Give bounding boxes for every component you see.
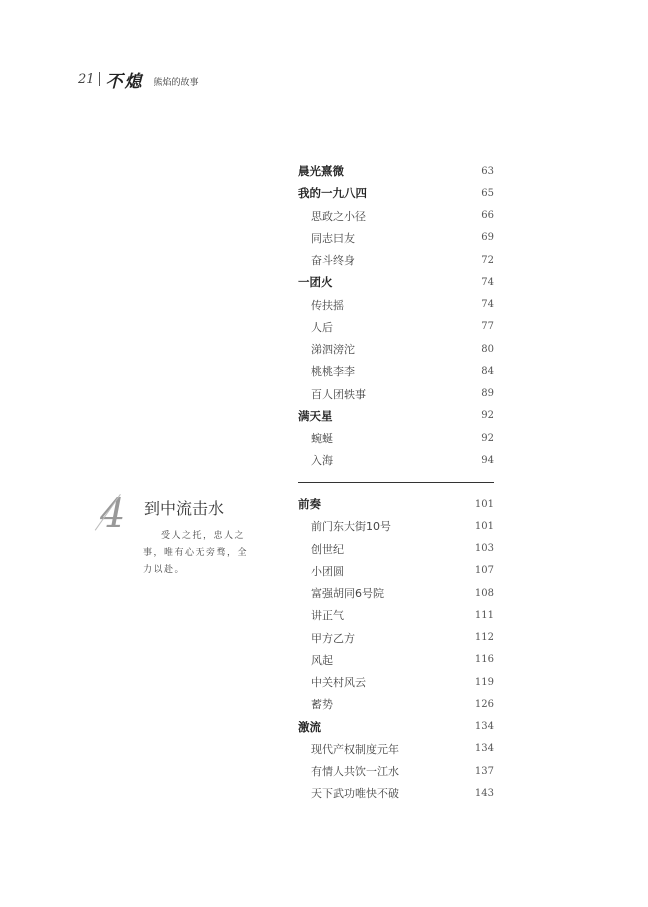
chapter-motto: 受人之托，忠人之事，唯有心无旁骛，全力以赴。 bbox=[143, 531, 249, 575]
toc-entry[interactable] bbox=[298, 316, 494, 338]
toc-entry[interactable] bbox=[298, 671, 494, 693]
toc-entry-label: 一团火 bbox=[298, 275, 333, 290]
running-header bbox=[78, 68, 199, 90]
toc-entry-page: 77 bbox=[481, 321, 494, 333]
toc-entry[interactable] bbox=[298, 427, 494, 449]
toc-entry-page: 92 bbox=[481, 432, 494, 444]
toc-entry-page: 137 bbox=[474, 765, 494, 777]
toc-entry-page: 69 bbox=[481, 232, 494, 244]
toc-entry[interactable] bbox=[298, 227, 494, 249]
book-title: 熊焰的故事 bbox=[153, 77, 199, 88]
toc-entry-label: 创世纪 bbox=[311, 542, 344, 556]
toc-entry-label: 前奏 bbox=[298, 497, 321, 512]
toc-entry-page: 74 bbox=[481, 276, 494, 288]
toc-entry-label: 蓄势 bbox=[311, 698, 333, 712]
toc-entry-label: 中关村风云 bbox=[311, 676, 366, 690]
toc-entry[interactable] bbox=[298, 249, 494, 271]
toc-entry-page: 119 bbox=[474, 676, 494, 688]
toc-entry-page: 108 bbox=[474, 587, 494, 599]
toc-entry-page: 66 bbox=[481, 210, 494, 222]
toc-entry-label: 蜿蜒 bbox=[311, 432, 333, 446]
toc-entry-label: 富强胡同6号院 bbox=[311, 587, 384, 601]
page-number: 21 bbox=[78, 71, 95, 87]
toc-entry-page: 134 bbox=[474, 721, 494, 733]
toc-entry[interactable] bbox=[298, 627, 494, 649]
toc-entry[interactable] bbox=[298, 649, 494, 671]
toc-entry-page: 111 bbox=[474, 609, 494, 621]
toc-entry-label: 思政之小径 bbox=[311, 209, 366, 223]
toc-entry[interactable] bbox=[298, 515, 494, 537]
toc-entry[interactable] bbox=[298, 582, 494, 604]
toc-entry[interactable] bbox=[298, 760, 494, 782]
toc-entry[interactable] bbox=[298, 738, 494, 760]
toc-entry-page: 112 bbox=[474, 632, 494, 644]
toc-entry[interactable] bbox=[298, 449, 494, 471]
toc-entry[interactable] bbox=[298, 271, 494, 293]
toc-upper-list bbox=[298, 160, 494, 472]
toc-entry-label: 满天星 bbox=[298, 408, 333, 423]
toc-entry[interactable] bbox=[298, 782, 494, 804]
toc-entry[interactable] bbox=[298, 560, 494, 582]
toc-entry-page: 116 bbox=[474, 654, 494, 666]
toc-entry-page: 126 bbox=[474, 698, 494, 710]
toc-entry-page: 92 bbox=[481, 410, 494, 422]
toc-entry-label: 晨光熹微 bbox=[298, 164, 344, 179]
toc-entry[interactable] bbox=[298, 716, 494, 738]
toc-entry-page: 143 bbox=[474, 787, 494, 799]
chapter-number: 4 bbox=[100, 491, 126, 537]
toc-entry[interactable] bbox=[298, 493, 494, 515]
toc-entry-label: 讲正气 bbox=[311, 609, 344, 623]
toc-entry-page: 103 bbox=[474, 543, 494, 555]
toc-entry[interactable] bbox=[298, 405, 494, 427]
toc-entry[interactable] bbox=[298, 693, 494, 715]
chapter-title: 到中流击水 bbox=[144, 499, 225, 518]
toc-entry-label: 同志曰友 bbox=[311, 231, 355, 245]
toc-entry-page: 74 bbox=[481, 299, 494, 311]
toc-entry-label: 风起 bbox=[311, 653, 333, 667]
toc-entry-label: 激流 bbox=[298, 719, 321, 734]
toc-entry-label: 涕泗滂沱 bbox=[311, 343, 355, 357]
toc-entry-label: 甲方乙方 bbox=[311, 631, 355, 645]
toc-entry[interactable] bbox=[298, 294, 494, 316]
brand-logo: 不熄 bbox=[105, 71, 144, 92]
toc-entry[interactable] bbox=[298, 160, 494, 182]
toc-entry-page: 107 bbox=[474, 565, 494, 577]
toc-entry[interactable] bbox=[298, 538, 494, 560]
toc-entry-page: 65 bbox=[481, 187, 494, 199]
toc-entry[interactable] bbox=[298, 604, 494, 626]
toc-entry-label: 人后 bbox=[311, 320, 333, 334]
toc-entry-page: 134 bbox=[474, 743, 494, 755]
toc-lower-list bbox=[298, 493, 494, 805]
toc-entry-page: 94 bbox=[481, 454, 494, 466]
toc-entry-label: 前门东大街10号 bbox=[311, 520, 391, 534]
toc-entry-label: 百人团轶事 bbox=[311, 387, 366, 401]
toc-entry-label: 传扶摇 bbox=[311, 298, 344, 312]
toc-entry-page: 63 bbox=[481, 165, 494, 177]
toc-entry-page: 84 bbox=[481, 365, 494, 377]
toc-entry-label: 奋斗终身 bbox=[311, 254, 355, 268]
toc-entry[interactable] bbox=[298, 360, 494, 382]
toc-entry-page: 72 bbox=[481, 254, 494, 266]
toc-divider bbox=[298, 482, 494, 483]
toc-entry[interactable] bbox=[298, 182, 494, 204]
toc-entry-page: 80 bbox=[481, 343, 494, 355]
toc-entry-label: 现代产权制度元年 bbox=[311, 742, 399, 756]
toc-entry[interactable] bbox=[298, 338, 494, 360]
toc-entry-label: 小团圆 bbox=[311, 564, 344, 578]
toc-entry-label: 天下武功唯快不破 bbox=[311, 787, 399, 801]
toc-entry-page: 101 bbox=[474, 498, 494, 510]
toc-entry[interactable] bbox=[298, 205, 494, 227]
toc-entry-label: 桃桃李李 bbox=[311, 365, 355, 379]
toc-entry[interactable] bbox=[298, 383, 494, 405]
toc-entry-page: 89 bbox=[481, 388, 494, 400]
toc-entry-label: 入海 bbox=[311, 454, 333, 468]
toc-entry-page: 101 bbox=[474, 520, 494, 532]
toc-entry-label: 有情人共饮一江水 bbox=[311, 765, 399, 779]
toc-entry-label: 我的一九八四 bbox=[298, 186, 367, 201]
header-separator bbox=[99, 72, 100, 86]
